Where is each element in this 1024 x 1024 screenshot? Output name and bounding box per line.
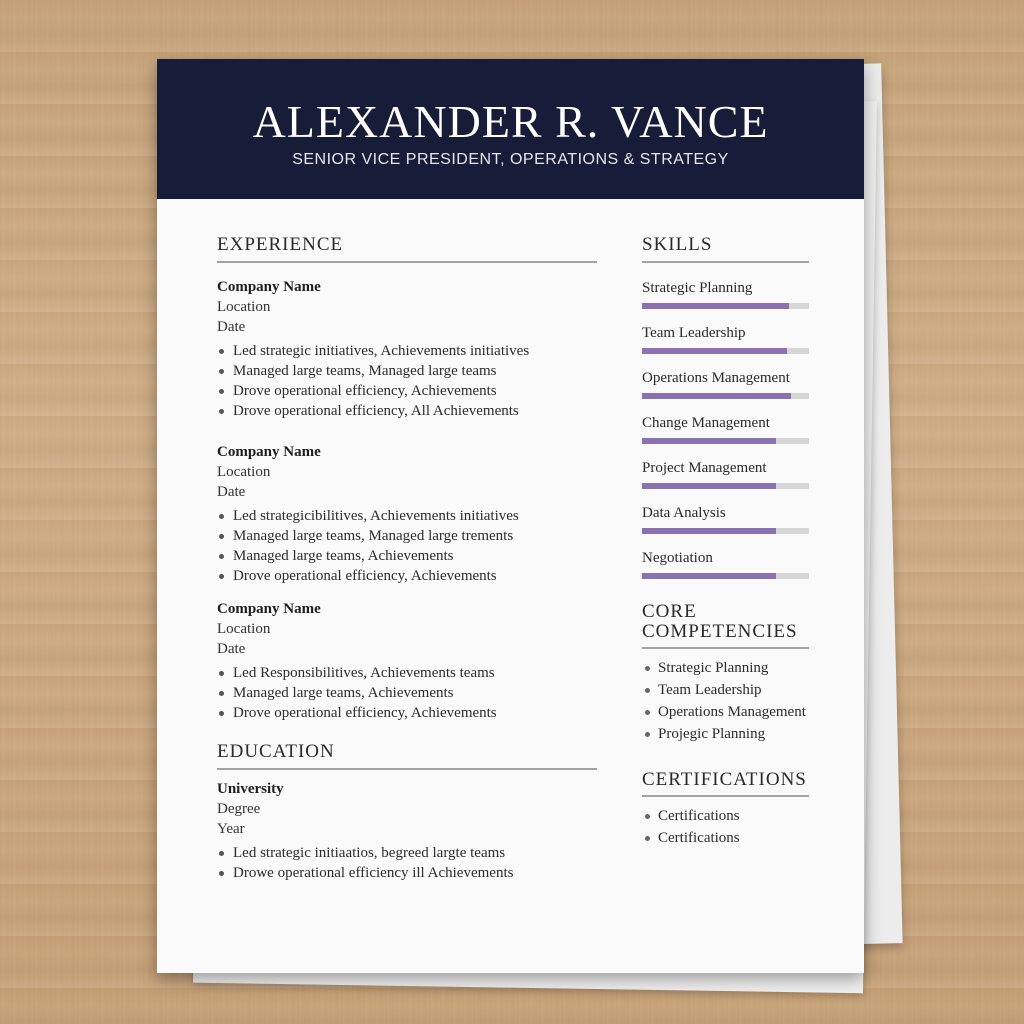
job-company: Company Name — [217, 601, 321, 617]
certifications-list — [642, 805, 740, 849]
job-bullet: Managed large teams, Managed large trements — [217, 526, 617, 546]
skill-bar-fill — [642, 483, 776, 489]
skill-bar-fill — [642, 303, 789, 309]
job-bullets — [217, 663, 617, 723]
skill-bar-track — [642, 393, 809, 399]
resume-page — [157, 59, 864, 973]
certification-item: Certifications — [642, 805, 740, 827]
job-bullets — [217, 341, 617, 421]
job-company: Company Name — [217, 279, 321, 295]
skill-bar-track — [642, 348, 809, 354]
skill-label: Negotiation — [642, 550, 713, 566]
candidate-name: ALEXANDER R. VANCE — [252, 96, 769, 147]
certifications-divider — [642, 795, 809, 797]
job-bullet: Led Responsibilitives, Achievements teams — [217, 663, 617, 683]
job-entry-2 — [217, 442, 617, 586]
education-university: University — [217, 781, 284, 797]
skill-item — [642, 277, 809, 322]
skills-list — [642, 277, 809, 592]
job-date: Date — [217, 641, 246, 657]
skill-label: Operations Management — [642, 370, 790, 386]
competency-item: Strategic Planning — [642, 657, 806, 679]
core-competencies-list — [642, 657, 806, 745]
core-competencies-heading — [642, 602, 798, 642]
job-entry-1 — [217, 277, 617, 421]
core-competencies-heading-line2: COMPETENCIES — [642, 621, 798, 642]
skill-bar-fill — [642, 348, 787, 354]
skill-item — [642, 547, 809, 592]
job-entry-3 — [217, 599, 617, 723]
skills-heading: SKILLS — [642, 234, 713, 255]
education-divider — [217, 768, 597, 770]
job-location: Location — [217, 299, 271, 315]
skill-bar-fill — [642, 438, 776, 444]
education-degree: Degree — [217, 801, 261, 817]
skill-label: Project Management — [642, 460, 767, 476]
education-heading: EDUCATION — [217, 741, 335, 762]
experience-heading: EXPERIENCE — [217, 234, 344, 255]
skills-divider — [642, 261, 809, 263]
job-location: Location — [217, 621, 271, 637]
skill-item — [642, 502, 809, 547]
core-competencies-divider — [642, 647, 809, 649]
education-bullet: Led strategic initiaatios, begreed largte teams — [217, 843, 617, 863]
job-bullet: Managed large teams, Achievements — [217, 683, 617, 703]
skill-label: Team Leadership — [642, 325, 746, 341]
skill-label: Change Management — [642, 415, 770, 431]
skill-bar-fill — [642, 528, 776, 534]
education-entry — [217, 779, 617, 883]
skill-item — [642, 457, 809, 502]
skill-item — [642, 412, 809, 457]
skill-item — [642, 367, 809, 412]
education-bullets — [217, 843, 617, 883]
skill-label: Strategic Planning — [642, 280, 753, 296]
experience-divider — [217, 261, 597, 263]
skill-bar-track — [642, 528, 809, 534]
skill-bar-track — [642, 303, 809, 309]
skill-bar-track — [642, 438, 809, 444]
job-bullets — [217, 506, 617, 586]
job-bullet: Managed large teams, Achievements — [217, 546, 617, 566]
skill-bar-track — [642, 573, 809, 579]
job-bullet: Managed large teams, Managed large teams — [217, 361, 617, 381]
certification-item: Certifications — [642, 827, 740, 849]
skill-bar-track — [642, 483, 809, 489]
job-bullet: Drove operational efficiency, Achievements — [217, 381, 617, 401]
skill-item — [642, 322, 809, 367]
job-bullet: Drove operational efficiency, Achievements — [217, 703, 617, 723]
skill-bar-fill — [642, 393, 791, 399]
education-bullet: Drowe operational efficiency ill Achievements — [217, 863, 617, 883]
competency-item: Projegic Planning — [642, 723, 806, 745]
job-bullet: Drove operational efficiency, Achievements — [217, 566, 617, 586]
competency-item: Team Leadership — [642, 679, 806, 701]
skill-label: Data Analysis — [642, 505, 726, 521]
job-location: Location — [217, 464, 271, 480]
job-bullet: Led strategic initiatives, Achievements initiatives — [217, 341, 617, 361]
job-date: Date — [217, 319, 246, 335]
skill-bar-fill — [642, 573, 776, 579]
resume-header — [157, 59, 864, 199]
job-bullet: Drove operational efficiency, All Achievements — [217, 401, 617, 421]
core-competencies-heading-line1: CORE — [642, 601, 697, 622]
job-company: Company Name — [217, 444, 321, 460]
job-date: Date — [217, 484, 246, 500]
candidate-title: SENIOR VICE PRESIDENT, OPERATIONS & STRATEGY — [292, 151, 729, 168]
competency-item: Operations Management — [642, 701, 806, 723]
job-bullet: Led strategicibilitives, Achievements initiatives — [217, 506, 617, 526]
certifications-heading: CERTIFICATIONS — [642, 769, 807, 790]
education-year: Year — [217, 821, 245, 837]
